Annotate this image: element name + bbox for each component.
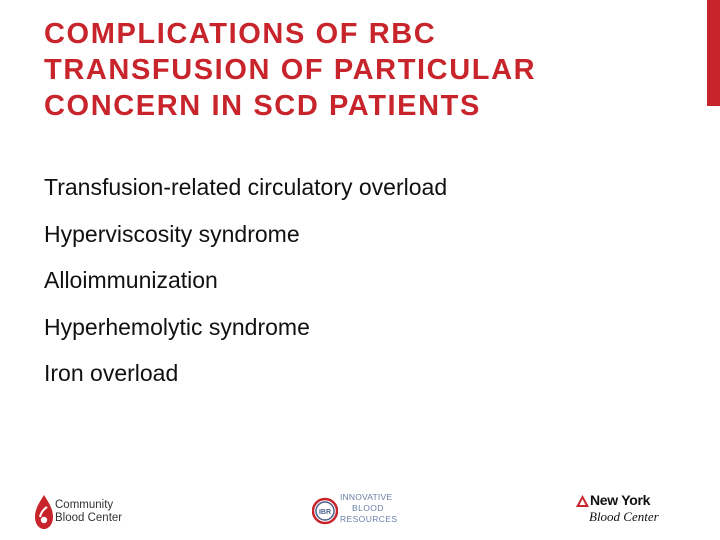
ibr-line-2: BLOOD <box>352 503 384 513</box>
innovative-blood-resources-logo <box>312 491 412 531</box>
bullet-item: Iron overload <box>44 360 179 386</box>
bullet-item: Transfusion-related circulatory overload <box>44 174 448 200</box>
ibr-line-3: RESOURCES <box>340 514 398 524</box>
bullet-item: Hyperhemolytic syndrome <box>44 313 310 340</box>
ibr-badge-text: IBR <box>318 509 332 516</box>
nybc-line-1: New York <box>590 492 651 508</box>
ibr-badge-icon <box>312 496 338 526</box>
new-york-blood-center-logo <box>576 492 672 528</box>
cbc-line-1: Community <box>55 499 114 511</box>
accent-bar <box>707 0 720 106</box>
slide-title <box>44 16 684 124</box>
title-line-3: CONCERN IN SCD PATIENTS <box>44 90 481 122</box>
title-line-2: TRANSFUSION OF PARTICULAR <box>44 54 537 86</box>
community-blood-center-logo <box>33 493 143 531</box>
bullet-item: Alloimmunization <box>44 267 218 293</box>
bullet-list <box>44 170 447 403</box>
blood-drop-icon <box>33 493 55 531</box>
cbc-wordmark <box>55 499 122 525</box>
bullet-item: Hyperviscosity syndrome <box>44 220 300 247</box>
nybc-line-2: Blood Center <box>589 509 659 524</box>
ibr-wordmark <box>340 492 397 525</box>
ibr-line-1: INNOVATIVE <box>340 492 393 502</box>
cbc-line-2: Blood Center <box>55 512 123 524</box>
title-line-1: COMPLICATIONS OF RBC <box>44 18 437 50</box>
triangle-icon <box>576 495 589 507</box>
